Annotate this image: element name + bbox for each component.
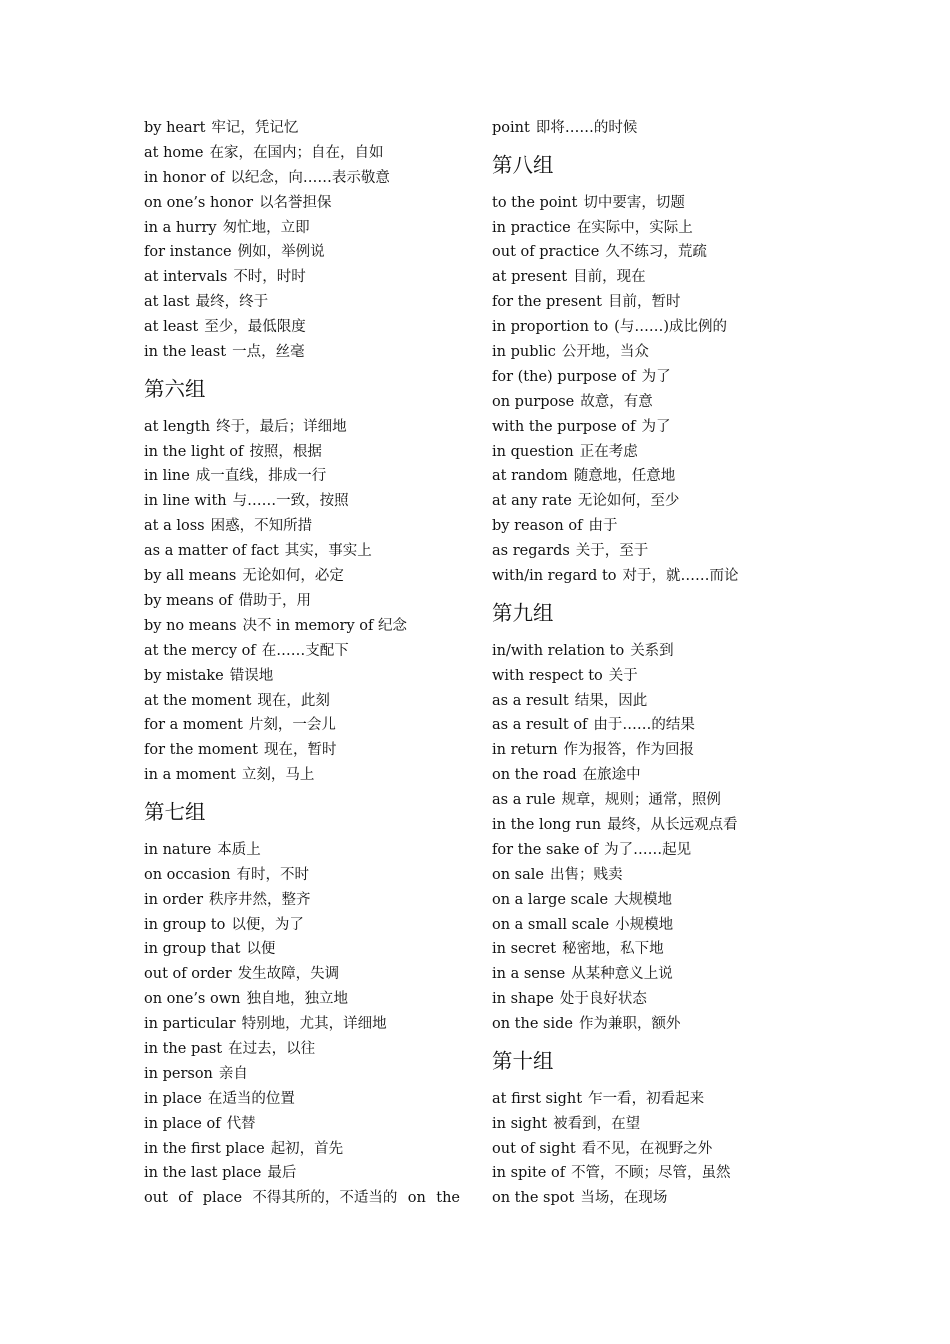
chinese-meaning: 大规模地 [614, 891, 673, 908]
english-phrase: in person [144, 1065, 213, 1082]
phrase-entry [144, 664, 474, 689]
chinese-meaning: 被看到，在望 [553, 1115, 641, 1132]
chinese-meaning: 对于，就……而论 [622, 568, 739, 585]
phrase-entry [144, 166, 474, 191]
chinese-meaning: 在适当的位置 [207, 1090, 295, 1107]
english-phrase: in the last place [144, 1165, 262, 1182]
english-phrase: to the point [492, 194, 578, 211]
chinese-meaning: 与……一致，按照 [232, 493, 349, 510]
english-phrase: at a loss [144, 518, 205, 535]
phrase-entry [492, 838, 822, 863]
english-phrase: in return [492, 742, 558, 759]
english-phrase: as a result [492, 692, 569, 709]
chinese-meaning: 从某种意义上说 [571, 966, 673, 983]
chinese-meaning: 目前，现在 [573, 269, 646, 286]
english-phrase: out of practice [492, 244, 600, 261]
phrase-entry [144, 888, 474, 913]
english-phrase: on the spot [492, 1190, 575, 1207]
chinese-meaning: 秩序井然，整齐 [209, 891, 311, 908]
phrase-entry [144, 116, 474, 141]
chinese-meaning: 起初，首先 [270, 1140, 344, 1157]
phrase-entry [492, 1112, 822, 1137]
english-phrase: on sale [492, 866, 544, 883]
english-phrase: in order [144, 891, 204, 908]
phrase-entry [492, 315, 822, 340]
english-phrase: for instance [144, 244, 232, 261]
phrase-entry [492, 564, 822, 589]
english-phrase: in line with [144, 493, 227, 510]
phrase-entry [144, 863, 474, 888]
english-phrase: as regards [492, 543, 570, 560]
chinese-meaning: 借助于，用 [238, 592, 312, 609]
phrase-entry [144, 290, 474, 315]
phrase-entry [492, 191, 822, 216]
phrase-entry [144, 1161, 474, 1186]
phrase-entry [492, 365, 822, 390]
english-phrase: by reason of [492, 518, 583, 535]
english-phrase: in a hurry [144, 219, 217, 236]
right-column [492, 116, 822, 1211]
english-phrase: by mistake [144, 667, 224, 684]
english-phrase: on one’s honor [144, 194, 254, 211]
english-phrase: in place of [144, 1115, 221, 1132]
chinese-meaning: 关于 [608, 667, 638, 684]
phrase-fragment: out [144, 1190, 168, 1207]
english-phrase: in public [492, 344, 556, 361]
phrase-entry [492, 514, 822, 539]
english-phrase: in group that [144, 941, 241, 958]
phrase-fragment: of [178, 1190, 193, 1207]
chinese-meaning: 在实际中，实际上 [576, 219, 693, 236]
chinese-meaning: 错误地 [229, 667, 274, 684]
phrase-entry [144, 962, 474, 987]
chinese-meaning: 在过去，以往 [228, 1040, 316, 1057]
english-phrase: in group to [144, 916, 226, 933]
phrase-entry [144, 539, 474, 564]
english-phrase: in particular [144, 1016, 236, 1033]
chinese-meaning: 例如，举例说 [237, 244, 325, 261]
chinese-meaning: 最终，从长远观点看 [607, 816, 738, 833]
chinese-meaning: 作为兼职，额外 [578, 1016, 681, 1033]
english-phrase: in the least [144, 344, 227, 361]
english-phrase: out of sight [492, 1140, 576, 1157]
phrase-entry [144, 265, 474, 290]
chinese-meaning: 特别地，尤其，详细地 [241, 1016, 387, 1033]
english-phrase: on occasion [144, 866, 231, 883]
phrase-entry [492, 962, 822, 987]
chinese-meaning: 一点，丝毫 [232, 344, 305, 361]
english-phrase: in spite of [492, 1165, 566, 1182]
chinese-meaning: 无论如何，至少 [577, 493, 680, 510]
english-phrase: by no means [144, 617, 237, 634]
chinese-meaning: 为了 [641, 368, 671, 385]
english-phrase: on the side [492, 1016, 573, 1033]
english-phrase: for the moment [144, 742, 258, 759]
chinese-meaning: 其实，事实上 [284, 543, 372, 560]
chinese-meaning: 决不 in memory of 纪念 [242, 617, 407, 634]
phrase-entry [492, 664, 822, 689]
chinese-meaning: 现在，此刻 [257, 692, 330, 709]
chinese-meaning: 为了 [641, 418, 671, 435]
phrase-entry [492, 888, 822, 913]
english-phrase: in honor of [144, 169, 225, 186]
phrase-entry [144, 763, 474, 788]
phrase-entry [492, 937, 822, 962]
english-phrase: on purpose [492, 393, 575, 410]
chinese-meaning: 立刻，马上 [241, 767, 315, 784]
phrase-entry [144, 1186, 460, 1211]
phrase-entry [492, 415, 822, 440]
english-phrase: on the road [492, 767, 577, 784]
group-heading: 第十组 [492, 1048, 554, 1073]
english-phrase: on a large scale [492, 891, 609, 908]
phrase-entry [492, 689, 822, 714]
english-phrase: in the first place [144, 1140, 265, 1157]
chinese-meaning: 秘密地，私下地 [562, 941, 664, 958]
phrase-entry [492, 290, 822, 315]
phrase-entry [144, 240, 474, 265]
english-phrase: at random [492, 468, 568, 485]
phrase-entry [492, 639, 822, 664]
phrase-fragment: the [436, 1190, 460, 1207]
chinese-meaning: 由于 [588, 518, 618, 535]
chinese-meaning: 本质上 [217, 841, 261, 858]
chinese-meaning: 关系到 [630, 642, 674, 659]
english-phrase: by heart [144, 120, 206, 136]
english-phrase: out of order [144, 966, 232, 983]
english-phrase: in place [144, 1090, 202, 1107]
english-phrase: as a rule [492, 792, 556, 809]
phrase-entry [144, 614, 474, 639]
english-phrase: with/in regard to [492, 568, 617, 585]
chinese-meaning: 以名誉担保 [259, 194, 332, 211]
english-phrase: in the long run [492, 816, 602, 833]
chinese-meaning: 最终，终于 [195, 294, 269, 311]
chinese-meaning: 出售；贱卖 [549, 866, 623, 883]
english-phrase: as a matter of fact [144, 543, 279, 560]
english-phrase: by means of [144, 592, 233, 609]
english-phrase: point [492, 120, 530, 136]
chinese-meaning: 看不见，在视野之外 [581, 1140, 713, 1157]
chinese-meaning: 故意，有意 [580, 393, 653, 410]
phrase-entry [492, 440, 822, 465]
group-heading: 第九组 [492, 600, 554, 625]
phrase-entry [144, 1087, 474, 1112]
english-phrase: at any rate [492, 493, 572, 510]
english-phrase: in line [144, 468, 190, 485]
phrase-entry [144, 589, 474, 614]
phrase-entry [144, 1037, 474, 1062]
english-phrase: in practice [492, 219, 571, 236]
left-column [144, 116, 474, 1211]
phrase-entry [492, 863, 822, 888]
english-phrase: in a moment [144, 767, 236, 784]
chinese-meaning: 关于，至于 [575, 543, 649, 560]
phrase-entry [144, 514, 474, 539]
english-phrase: for a moment [144, 717, 243, 734]
english-phrase: in secret [492, 941, 557, 958]
phrase-entry [492, 763, 822, 788]
english-phrase: at the mercy of [144, 642, 256, 659]
english-phrase: at intervals [144, 269, 228, 286]
phrase-entry [144, 713, 474, 738]
phrase-entry [144, 564, 474, 589]
phrase-entry [144, 838, 474, 863]
phrase-entry [144, 191, 474, 216]
chinese-meaning: 以纪念，向……表示敬意 [230, 169, 390, 186]
chinese-meaning: 独自地，独立地 [246, 991, 348, 1008]
phrase-entry [144, 1112, 474, 1137]
phrase-entry [492, 1186, 822, 1211]
chinese-meaning: 终于，最后；详细地 [216, 418, 347, 435]
chinese-meaning: 在……支配下 [261, 642, 349, 659]
chinese-meaning: 正在考虑 [579, 443, 638, 460]
chinese-meaning: 困惑，不知所措 [210, 518, 313, 535]
phrase-entry [492, 240, 822, 265]
phrase-entry [144, 937, 474, 962]
phrase-fragment: 不得其所的，不适当的 [252, 1190, 398, 1207]
chinese-meaning: 无论如何，必定 [242, 568, 344, 585]
chinese-meaning: 由于……的结果 [593, 717, 695, 734]
english-phrase: with the purpose of [492, 418, 636, 435]
chinese-meaning: 目前，暂时 [607, 294, 681, 311]
chinese-meaning: 在旅途中 [582, 767, 641, 784]
phrase-fragment: place [202, 1190, 243, 1207]
chinese-meaning: 成一直线，排成一行 [195, 468, 327, 485]
phrase-entry [144, 489, 474, 514]
phrase-entry [492, 216, 822, 241]
english-phrase: at present [492, 269, 568, 286]
english-phrase: in nature [144, 841, 212, 858]
english-phrase: in the light of [144, 443, 244, 460]
english-phrase: as a result of [492, 717, 588, 734]
english-phrase: in a sense [492, 966, 566, 983]
phrase-entry [144, 1062, 474, 1087]
phrase-entry [492, 1161, 822, 1186]
chinese-meaning: 公开地，当众 [561, 344, 649, 361]
english-phrase: in sight [492, 1115, 548, 1132]
chinese-meaning: 牢记，凭记忆 [211, 120, 299, 136]
chinese-meaning: 片刻，一会儿 [248, 717, 336, 734]
chinese-meaning: 即将……的时候 [535, 120, 638, 136]
english-phrase: in question [492, 443, 574, 460]
english-phrase: on a small scale [492, 916, 610, 933]
phrase-entry [144, 913, 474, 938]
chinese-meaning: 久不练习，荒疏 [605, 244, 707, 261]
phrase-entry [492, 539, 822, 564]
english-phrase: for (the) purpose of [492, 368, 636, 385]
phrase-fragment: on [407, 1190, 426, 1207]
english-phrase: in the past [144, 1040, 223, 1057]
phrase-entry [144, 464, 474, 489]
chinese-meaning: 小规模地 [615, 916, 674, 933]
chinese-meaning: 为了……起见 [604, 841, 692, 858]
english-phrase: on one’s own [144, 991, 241, 1008]
english-phrase: by all means [144, 568, 237, 585]
chinese-meaning: 以便 [246, 941, 276, 958]
phrase-entry [492, 1012, 822, 1037]
english-phrase: for the present [492, 294, 602, 311]
chinese-meaning: 作为报答，作为回报 [563, 742, 695, 759]
chinese-meaning: 亲自 [218, 1065, 248, 1082]
chinese-meaning: 当场，在现场 [580, 1190, 668, 1207]
english-phrase: for the sake of [492, 841, 599, 858]
chinese-meaning: 不时，时时 [233, 269, 306, 286]
chinese-meaning: 最后 [267, 1165, 297, 1182]
phrase-entry [492, 813, 822, 838]
phrase-entry [144, 987, 474, 1012]
phrase-entry [492, 116, 822, 141]
phrase-entry [144, 1012, 474, 1037]
phrase-entry [144, 216, 474, 241]
phrase-entry [492, 464, 822, 489]
chinese-meaning: 规章，规则；通常，照例 [561, 792, 721, 809]
english-phrase: at last [144, 294, 190, 311]
phrase-entry [492, 1087, 822, 1112]
group-heading: 第七组 [144, 800, 206, 825]
chinese-meaning: 按照，根据 [249, 443, 322, 460]
phrase-entry [492, 913, 822, 938]
phrase-entry [144, 315, 474, 340]
phrase-entry [144, 340, 474, 365]
english-phrase: at least [144, 319, 199, 336]
phrase-entry [492, 788, 822, 813]
chinese-meaning: (与……)成比例的 [614, 319, 727, 336]
english-phrase: at the moment [144, 692, 252, 709]
chinese-meaning: 随意地，任意地 [573, 468, 676, 485]
chinese-meaning: 发生故障，失调 [237, 966, 340, 983]
group-heading: 第六组 [144, 376, 206, 401]
phrase-entry [492, 987, 822, 1012]
phrase-entry [144, 141, 474, 166]
phrase-entry [492, 340, 822, 365]
chinese-meaning: 结果，因此 [574, 692, 648, 709]
phrase-entry [144, 689, 474, 714]
chinese-meaning: 现在，暂时 [263, 742, 337, 759]
chinese-meaning: 代替 [226, 1115, 256, 1132]
phrase-entry [492, 1137, 822, 1162]
chinese-meaning: 切中要害，切题 [583, 194, 685, 211]
english-phrase: at first sight [492, 1090, 583, 1107]
english-phrase: at length [144, 418, 211, 435]
chinese-meaning: 至少，最低限度 [204, 319, 306, 336]
chinese-meaning: 匆忙地，立即 [222, 219, 310, 236]
chinese-meaning: 以便，为了 [231, 916, 304, 933]
chinese-meaning: 处于良好状态 [559, 991, 647, 1008]
chinese-meaning: 不管，不顾；尽管，虽然 [571, 1165, 731, 1182]
english-phrase: in proportion to [492, 319, 609, 336]
group-heading: 第八组 [492, 152, 554, 177]
chinese-meaning: 有时，不时 [236, 866, 309, 883]
english-phrase: in shape [492, 991, 554, 1008]
english-phrase: in/with relation to [492, 642, 625, 659]
english-phrase: at home [144, 144, 204, 161]
phrase-entry [144, 639, 474, 664]
phrase-entry [492, 738, 822, 763]
phrase-entry [144, 1137, 474, 1162]
phrase-entry [492, 713, 822, 738]
phrase-entry [492, 390, 822, 415]
chinese-meaning: 在家，在国内；自在，自如 [209, 144, 384, 161]
phrase-entry [492, 489, 822, 514]
phrase-entry [144, 738, 474, 763]
phrase-entry [492, 265, 822, 290]
chinese-meaning: 乍一看，初看起来 [588, 1090, 705, 1107]
phrase-entry [144, 440, 474, 465]
phrase-entry [144, 415, 474, 440]
english-phrase: with respect to [492, 667, 603, 684]
